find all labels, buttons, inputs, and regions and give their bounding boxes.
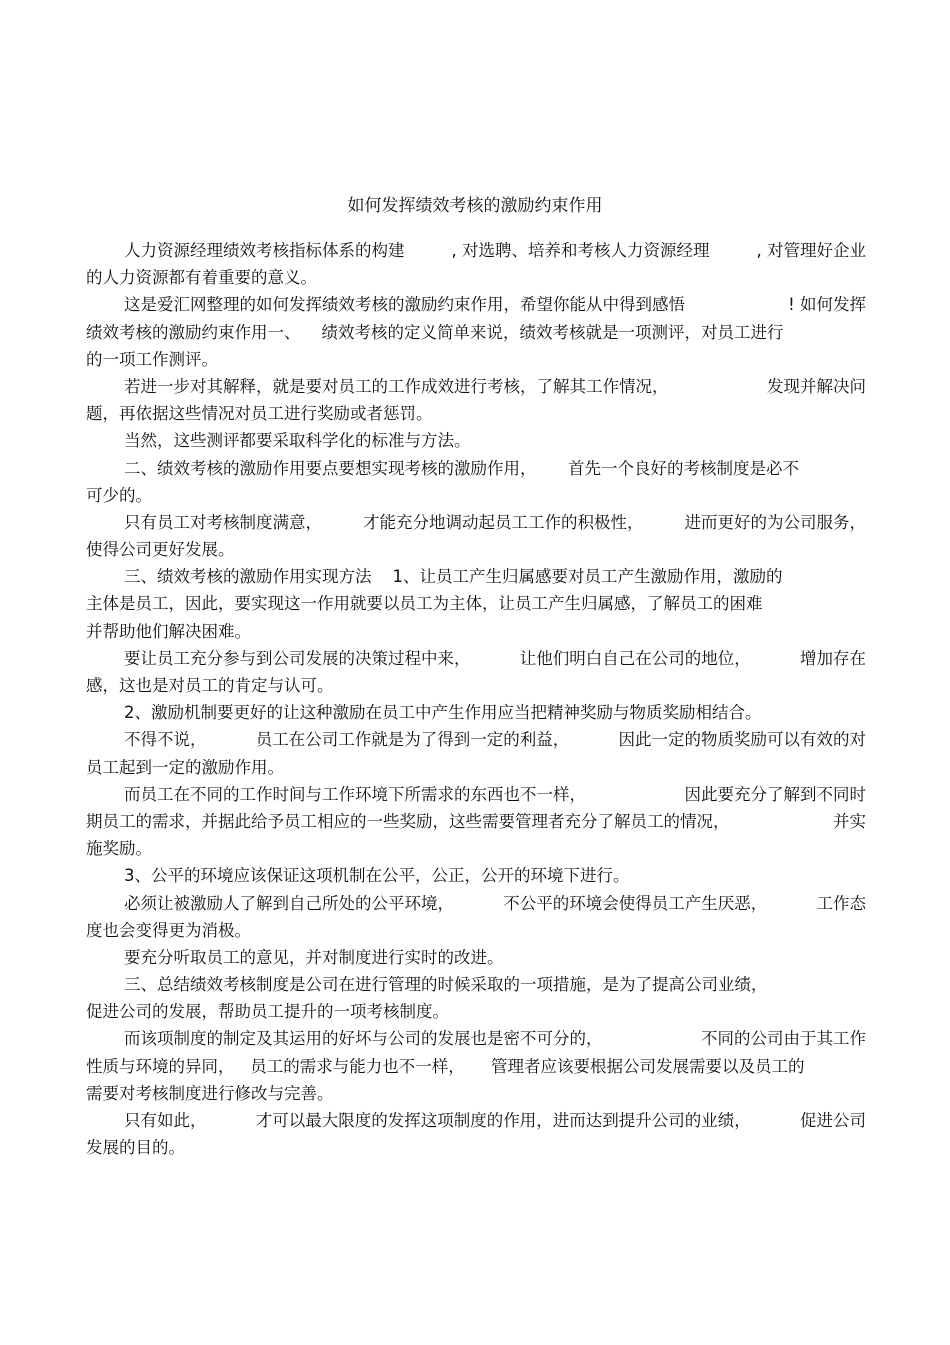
- text-segment: 而该项制度的制定及其运用的好坏与公司的发展也是密不可分的，: [124, 1029, 603, 1049]
- text-segment: 才可以最大限度的发挥这项制度的作用，进而达到提升公司的业绩，: [255, 1111, 751, 1130]
- text-line: [86, 618, 866, 645]
- text-segment: 三、绩效考核的激励作用实现方法 1、让员工产生归属感要对员工产生激励作用，激励的: [124, 567, 783, 587]
- text-line: [86, 781, 866, 808]
- text-segment: 发展的目的。: [86, 1138, 185, 1158]
- text-segment: 进而更好的为公司服务，: [684, 512, 866, 532]
- text-line: [86, 917, 866, 944]
- text-segment: ! 如何发挥: [788, 295, 866, 315]
- text-segment: 工作态: [816, 893, 866, 913]
- text-line: [86, 509, 866, 536]
- text-segment: 施奖励。: [86, 839, 152, 859]
- text-line: [86, 1134, 866, 1161]
- text-segment: 只有员工对考核制度满意，: [124, 512, 322, 532]
- text-segment: 若进一步对其解释，就是要对员工的工作成效进行考核，了解其工作情况，: [124, 376, 669, 396]
- text-segment: 要让员工充分参与到公司发展的决策过程中来，: [124, 648, 471, 668]
- text-line: [86, 563, 866, 590]
- text-segment: 员工起到一定的激励作用。: [86, 757, 284, 777]
- text-segment: 并实: [833, 811, 866, 831]
- text-line: [86, 1025, 866, 1052]
- text-segment: 题，再依据这些情况对员工进行奖励或者惩罚。: [86, 404, 433, 424]
- text-line: [86, 726, 866, 753]
- text-segment: , 对选聘、培养和考核人力资源经理: [451, 241, 710, 260]
- text-segment: 人力资源经理绩效考核指标体系的构建: [124, 241, 405, 260]
- text-line: [86, 1080, 866, 1107]
- text-segment: 增加存在: [800, 648, 866, 668]
- text-segment: 主体是员工，因此，要实现这一作用就要以员工为主体，让员工产生归属感，了解员工的困难: [86, 594, 763, 614]
- text-segment: 只有如此，: [124, 1111, 207, 1130]
- text-line: [86, 645, 866, 672]
- text-segment: 性质与环境的异同， 员工的需求与能力也不一样， 管理者应该要根据公司发展需要以及员工的: [86, 1056, 805, 1076]
- text-segment: 促进公司的发展，帮助员工提升的一项考核制度。: [86, 1002, 449, 1022]
- text-line: [86, 835, 866, 862]
- text-segment: 当然，这些测评都要采取科学化的标准与方法。: [124, 431, 471, 451]
- text-segment: 不同的公司由于其工作: [701, 1029, 866, 1049]
- text-segment: 因此要充分了解到不同时: [684, 784, 866, 804]
- text-segment: 绩效考核的激励约束作用一、 绩效考核的定义简单来说，绩效考核就是一项测评，对员工进行: [86, 322, 784, 342]
- text-line: [86, 1107, 866, 1134]
- text-segment: 不得不说，: [124, 730, 207, 750]
- text-line: [86, 890, 866, 917]
- document-title: 如何发挥绩效考核的激励约束作用: [347, 196, 603, 216]
- text-line: [86, 264, 866, 291]
- text-segment: 并帮助他们解决困难。: [86, 621, 251, 641]
- text-segment: 发现并解决问: [767, 376, 866, 396]
- text-segment: 三、总结绩效考核制度是公司在进行管理的时候采取的一项措施，是为了提高公司业绩，: [124, 975, 768, 995]
- text-line: [86, 998, 866, 1025]
- text-line: [86, 373, 866, 400]
- text-line: [86, 808, 866, 835]
- text-segment: 期员工的需求，并据此给予员工相应的一些奖励，这些需要管理者充分了解员工的情况，: [86, 811, 730, 831]
- text-segment: 3、公平的环境应该保证这项机制在公平，公正，公开的环境下进行。: [124, 866, 630, 886]
- text-line: [86, 400, 866, 427]
- text-line: [86, 862, 866, 889]
- document-body: [86, 237, 866, 1161]
- text-line: [86, 971, 866, 998]
- text-segment: 促进公司: [800, 1111, 866, 1130]
- text-segment: 的一项工作测评。: [86, 349, 218, 369]
- text-segment: 而员工在不同的工作时间与工作环境下所需求的东西也不一样，: [124, 784, 586, 804]
- text-segment: 员工在公司工作就是为了得到一定的利益，: [255, 730, 570, 750]
- text-segment: 2、激励机制要更好的让这种激励在员工中产生作用应当把精神奖励与物质奖励相结合。: [124, 703, 762, 723]
- text-line: [86, 699, 866, 726]
- text-segment: 需要对考核制度进行修改与完善。: [86, 1083, 334, 1103]
- text-segment: , 对管理好企业: [756, 241, 866, 260]
- text-line: [86, 590, 866, 617]
- text-segment: 必须让被激励人了解到自己所处的公平环境，: [124, 893, 454, 913]
- text-segment: 度也会变得更为消极。: [86, 920, 251, 940]
- text-line: [86, 754, 866, 781]
- text-line: [86, 672, 866, 699]
- text-line: [86, 536, 866, 563]
- text-segment: 让他们明白自己在公司的地位，: [519, 648, 751, 668]
- text-segment: 感，这也是对员工的肯定与认可。: [86, 676, 334, 695]
- text-line: [86, 1053, 866, 1080]
- text-segment: 可少的。: [86, 485, 152, 505]
- text-segment: 的人力资源都有着重要的意义。: [86, 268, 317, 288]
- text-line: [86, 319, 866, 346]
- text-segment: 因此一定的物质奖励可以有效的对: [618, 730, 866, 750]
- text-line: [86, 944, 866, 971]
- text-segment: 这是爱汇网整理的如何发挥绩效考核的激励约束作用，希望你能从中得到感悟: [124, 295, 685, 315]
- text-line: [86, 237, 866, 264]
- text-segment: 才能充分地调动起员工工作的积极性，: [363, 512, 644, 532]
- text-line: [86, 482, 866, 509]
- text-line: [86, 455, 866, 482]
- text-line: [86, 346, 866, 373]
- text-line: [86, 291, 866, 318]
- text-segment: 要充分听取员工的意见，并对制度进行实时的改进。: [124, 947, 504, 967]
- text-segment: 不公平的环境会使得员工产生厌恶，: [503, 893, 768, 913]
- text-line: [86, 427, 866, 454]
- text-segment: 二、绩效考核的激励作用要点要想实现考核的激励作用， 首先一个良好的考核制度是必不: [124, 458, 799, 478]
- text-segment: 使得公司更好发展。: [86, 540, 235, 560]
